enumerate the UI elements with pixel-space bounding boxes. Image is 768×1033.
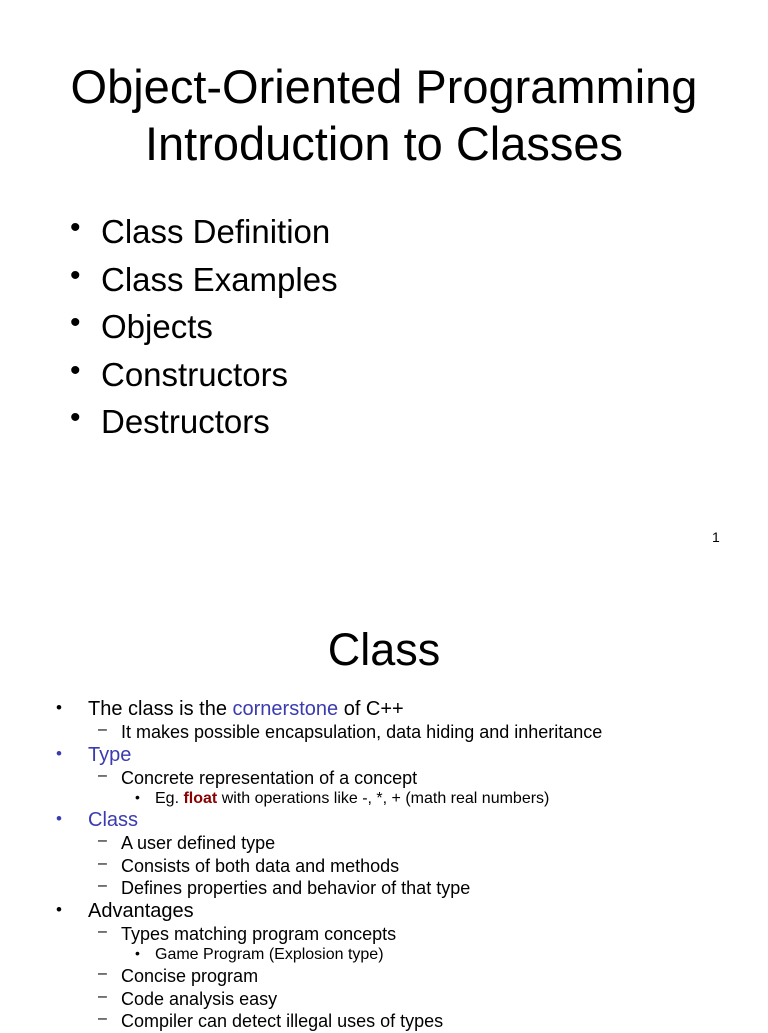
slide-2 (0, 580, 768, 1031)
item-text-prefix: The class is the (88, 698, 233, 720)
sub-list-item (56, 965, 602, 988)
list-item (70, 256, 338, 304)
sub-list-item (56, 988, 602, 1011)
bullet-icon: • (56, 809, 62, 828)
list-item (70, 398, 338, 446)
sub-item-text: A user defined type (121, 833, 276, 853)
dash-bullet-icon: – (98, 877, 107, 894)
list-item (56, 744, 602, 767)
bullet-icon: • (70, 258, 81, 292)
list-item-label: Objects (101, 308, 213, 346)
dash-bullet-icon: – (98, 721, 107, 738)
title-line-1: Object-Oriented Programming (70, 60, 698, 113)
highlight-term: Class (88, 809, 139, 831)
dash-bullet-icon: – (98, 987, 107, 1005)
list-item (56, 809, 602, 832)
list-item (70, 303, 338, 351)
sub-list-item (56, 923, 602, 946)
sub-item-text: Concrete representation of a concept (121, 767, 418, 788)
sub-list-item (56, 721, 602, 744)
dash-bullet-icon: – (98, 832, 107, 849)
topic-list (70, 208, 338, 446)
highlight-term: Type (88, 743, 132, 766)
sub-item-text: It makes possible encapsulation, data hiding and inheritance (121, 722, 603, 742)
sub-list-item (56, 877, 602, 900)
list-item (56, 698, 602, 721)
item-text: Advantages (88, 899, 194, 922)
bullet-icon: • (135, 789, 140, 805)
bullet-icon: • (70, 211, 81, 244)
content-list (56, 698, 602, 1033)
sub-item-text: Consists of both data and methods (121, 855, 400, 876)
slide-2-title: Class (327, 624, 441, 675)
dash-bullet-icon: – (98, 1010, 107, 1027)
list-item-label: Class Examples (101, 260, 338, 298)
sub-item-text: Concise program (121, 966, 259, 986)
list-item (70, 208, 338, 256)
bullet-icon: • (70, 401, 81, 435)
sub-list-item (56, 832, 602, 855)
bullet-icon: • (70, 353, 81, 387)
bullet-icon: • (70, 306, 81, 340)
list-item (56, 900, 602, 923)
sub-list-item (56, 1010, 602, 1033)
bullet-icon: • (56, 899, 62, 919)
slide-1-title (0, 58, 768, 172)
sub-list-item (56, 767, 602, 790)
sub-sub-item-text: Game Program (Explosion type) (155, 946, 384, 963)
bullet-icon: • (56, 698, 62, 717)
sub-sub-list-item (56, 789, 602, 809)
title-line-2: Introduction to Classes (144, 117, 624, 170)
list-item-label: Constructors (101, 355, 289, 393)
dash-bullet-icon: – (98, 854, 107, 872)
list-item (70, 351, 338, 399)
keyword-term: float (183, 790, 218, 807)
dash-bullet-icon: – (98, 766, 107, 784)
item-text-prefix: Eg. (155, 790, 184, 807)
sub-item-text: Types matching program concepts (121, 923, 397, 944)
page-number: 1 (712, 529, 720, 545)
sub-list-item (56, 855, 602, 878)
bullet-icon: • (135, 945, 140, 961)
item-text-suffix: with operations like -, *, + (math real numbers) (217, 790, 550, 807)
dash-bullet-icon: – (98, 922, 107, 940)
sub-item-text: Defines properties and behavior of that type (121, 878, 471, 898)
bullet-icon: • (56, 743, 62, 763)
list-item-label: Destructors (101, 403, 270, 441)
dash-bullet-icon: – (98, 965, 107, 982)
highlight-term: cornerstone (232, 698, 339, 720)
sub-item-text: Code analysis easy (121, 988, 278, 1009)
sub-item-text: Compiler can detect illegal uses of types (121, 1011, 444, 1031)
sub-sub-list-item (56, 945, 602, 965)
list-item-label: Class Definition (101, 213, 331, 250)
item-text-suffix: of C++ (338, 698, 404, 720)
